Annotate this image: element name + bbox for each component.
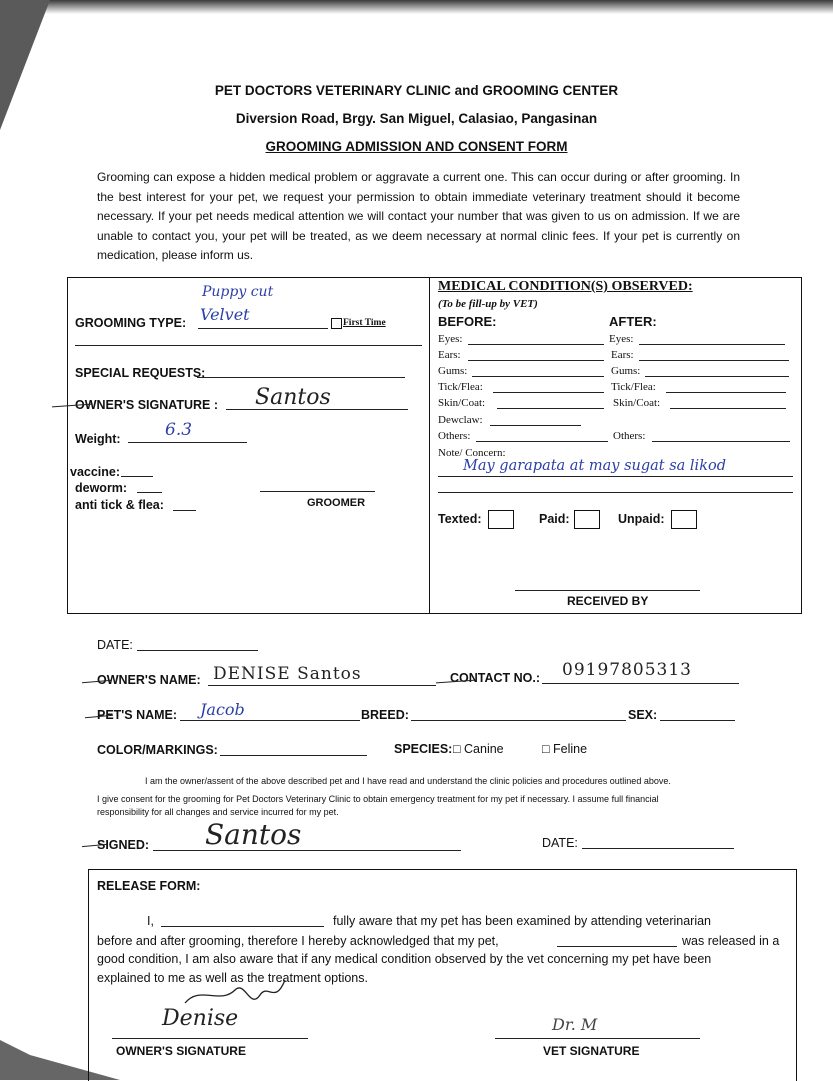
- contact-label: CONTACT NO.:: [450, 671, 541, 685]
- release-title: RELEASE FORM:: [97, 879, 201, 893]
- after-eyes-line[interactable]: [639, 344, 785, 345]
- grooming-type-value-top: Puppy cut: [202, 284, 274, 300]
- owner-signature-value: Santos: [255, 385, 331, 410]
- before-gums: Gums:: [438, 365, 468, 377]
- before-dewclaw-line[interactable]: [490, 425, 581, 426]
- intro-paragraph: Grooming can expose a hidden medical problem or aggravate a current one. This can occur during or after grooming. In the best interest for your pet, we request your permission to obtain immediate veterinary treatment should it become necessary. If your pet needs medical attention we will contact your number that was given to us on admission. If we are unable to contact you, your pet will be treated, as we deem necessary at normal clinic fees. If your pet is currently on medication, please inform us.: [97, 170, 740, 263]
- pet-name-label: PET'S NAME:: [97, 708, 178, 722]
- after-skin-line[interactable]: [670, 408, 786, 409]
- before-eyes-line[interactable]: [468, 344, 604, 345]
- note-line-2[interactable]: [438, 492, 793, 493]
- release-vet-sig-label: VET SIGNATURE: [543, 1044, 640, 1058]
- before-dewclaw: Dewclaw:: [438, 414, 483, 426]
- vaccine-label: vaccine:: [70, 465, 121, 479]
- release-line-1-start: I,: [147, 914, 154, 928]
- canine-option[interactable]: □ Canine: [453, 742, 504, 756]
- after-label: AFTER:: [609, 314, 657, 329]
- clinic-address: Diversion Road, Brgy. San Miguel, Calasiao, Pangasinan: [235, 111, 598, 126]
- received-by-line[interactable]: [515, 590, 700, 591]
- weight-label: Weight:: [75, 432, 121, 446]
- after-tick-line[interactable]: [666, 392, 786, 393]
- after-others-line[interactable]: [652, 441, 790, 442]
- feline-option[interactable]: □ Feline: [542, 742, 588, 756]
- unpaid-checkbox[interactable]: [671, 510, 697, 529]
- after-tick-flea: Tick/Flea:: [611, 381, 656, 393]
- before-tick-flea: Tick/Flea:: [438, 381, 483, 393]
- groomer-signature-line[interactable]: [260, 491, 375, 492]
- signed-value: Santos: [205, 818, 302, 851]
- deworm-label: deworm:: [75, 481, 128, 495]
- deworm-line[interactable]: [137, 492, 162, 493]
- release-owner-sig-label: OWNER'S SIGNATURE: [116, 1044, 246, 1058]
- before-tick-line[interactable]: [493, 392, 604, 393]
- consent-line-2: I give consent for the grooming for Pet Doctors Veterinary Clinic to obtain emergency treatment for my pet if necessary. I assume full financial: [97, 794, 659, 804]
- before-others-line[interactable]: [476, 441, 608, 442]
- owner-name-line[interactable]: [208, 685, 436, 686]
- consent-line-1: I am the owner/assent of the above described pet and I have read and understand the clinic policies and procedures outlined above.: [145, 776, 671, 786]
- breed-label: BREED:: [361, 708, 409, 722]
- owner-name-value: DENISE Santos: [213, 664, 362, 684]
- release-line-2-start: before and after grooming, therefore I hereby acknowledged that my pet,: [97, 934, 499, 948]
- before-skin-coat: Skin/Coat:: [438, 397, 486, 409]
- grooming-line-2[interactable]: [75, 345, 422, 346]
- first-time-checkbox[interactable]: [331, 318, 342, 329]
- date-line[interactable]: [137, 650, 258, 651]
- unpaid-label: Unpaid:: [618, 512, 665, 526]
- weight-line[interactable]: [128, 442, 247, 443]
- texted-label: Texted:: [438, 512, 482, 526]
- groomer-label: GROOMER: [307, 497, 366, 509]
- after-skin-coat: Skin/Coat:: [613, 397, 661, 409]
- paid-label: Paid:: [539, 512, 570, 526]
- medical-condition-title: MEDICAL CONDITION(S) OBSERVED:: [438, 279, 693, 294]
- grooming-type-value: Velvet: [200, 305, 250, 324]
- grooming-type-label: GROOMING TYPE:: [75, 316, 187, 330]
- after-gums-line[interactable]: [645, 376, 789, 377]
- after-eyes: Eyes:: [609, 333, 634, 345]
- after-ears: Ears:: [611, 349, 634, 361]
- release-line-2-end: was released in a: [682, 934, 780, 948]
- after-gums: Gums:: [611, 365, 641, 377]
- release-line-4: explained to me as well as the treatment options.: [97, 971, 368, 985]
- species-label: SPECIES:: [394, 742, 453, 756]
- before-skin-line[interactable]: [497, 408, 604, 409]
- top-scan-edge: [0, 0, 833, 14]
- sex-line[interactable]: [660, 720, 735, 721]
- sex-label: SEX:: [628, 708, 658, 722]
- owner-signature-label: OWNER'S SIGNATURE :: [75, 398, 219, 412]
- note-concern-value: May garapata at may sugat sa likod: [463, 458, 726, 474]
- before-ears-line[interactable]: [468, 360, 604, 361]
- release-vet-sig-line[interactable]: [495, 1038, 700, 1039]
- form-title: GROOMING ADMISSION AND CONSENT FORM: [265, 139, 568, 154]
- consent-line-3: responsibility for all changes and service incurred for my pet.: [97, 807, 339, 817]
- release-line-3: good condition, I am also aware that if any medical condition observed by the vet concerning my pet have been: [97, 952, 712, 966]
- signed-line[interactable]: [153, 850, 461, 851]
- consent-date-label: DATE:: [542, 836, 578, 850]
- before-ears: Ears:: [438, 349, 461, 361]
- clinic-name: PET DOCTORS VETERINARY CLINIC and GROOMING CENTER: [214, 83, 619, 98]
- medical-condition-subtitle: (To be fill-up by VET): [438, 298, 538, 310]
- owner-signature-line[interactable]: [226, 409, 408, 410]
- note-line-1[interactable]: [438, 476, 793, 477]
- note-concern-label: Note/ Concern:: [438, 447, 506, 459]
- grooming-type-line[interactable]: [198, 328, 328, 329]
- received-by-label: RECEIVED BY: [567, 594, 649, 608]
- release-owner-sig-line[interactable]: [112, 1038, 308, 1039]
- owner-name-label: OWNER'S NAME:: [97, 673, 201, 687]
- special-requests-label: SPECIAL REQUESTS:: [75, 366, 206, 380]
- before-others: Others:: [438, 430, 471, 442]
- admission-box-divider: [429, 277, 430, 613]
- special-requests-line[interactable]: [197, 377, 405, 378]
- color-markings-label: COLOR/MARKINGS:: [97, 743, 218, 757]
- vaccine-line[interactable]: [121, 476, 153, 477]
- before-eyes: Eyes:: [438, 333, 463, 345]
- anti-tick-label: anti tick & flea:: [75, 498, 164, 512]
- release-name-line[interactable]: [161, 926, 324, 927]
- texted-checkbox[interactable]: [488, 510, 514, 529]
- before-gums-line[interactable]: [472, 376, 604, 377]
- contact-line[interactable]: [542, 683, 739, 684]
- pet-name-line[interactable]: [180, 720, 360, 721]
- contact-value: 09197805313: [562, 660, 692, 680]
- release-line-1-end: fully aware that my pet has been examined by attending veterinarian: [333, 914, 712, 928]
- signed-label: SIGNED:: [97, 838, 150, 852]
- release-owner-signature-scribble: [180, 975, 290, 1020]
- breed-line[interactable]: [411, 720, 626, 721]
- anti-tick-line[interactable]: [173, 510, 196, 511]
- release-owner-signature-value: Denise: [162, 1006, 239, 1031]
- weight-value: 6.3: [165, 420, 193, 440]
- pet-name-value: Jacob: [200, 700, 245, 719]
- first-time-label: First Time: [343, 318, 386, 328]
- color-markings-line[interactable]: [220, 755, 367, 756]
- date-label: DATE:: [97, 638, 133, 652]
- after-others: Others:: [613, 430, 646, 442]
- paid-checkbox[interactable]: [574, 510, 600, 529]
- before-label: BEFORE:: [438, 314, 497, 329]
- release-pet-line[interactable]: [557, 946, 677, 947]
- after-ears-line[interactable]: [639, 360, 789, 361]
- release-vet-signature-value: Dr. M: [552, 1015, 598, 1034]
- consent-date-line[interactable]: [582, 848, 734, 849]
